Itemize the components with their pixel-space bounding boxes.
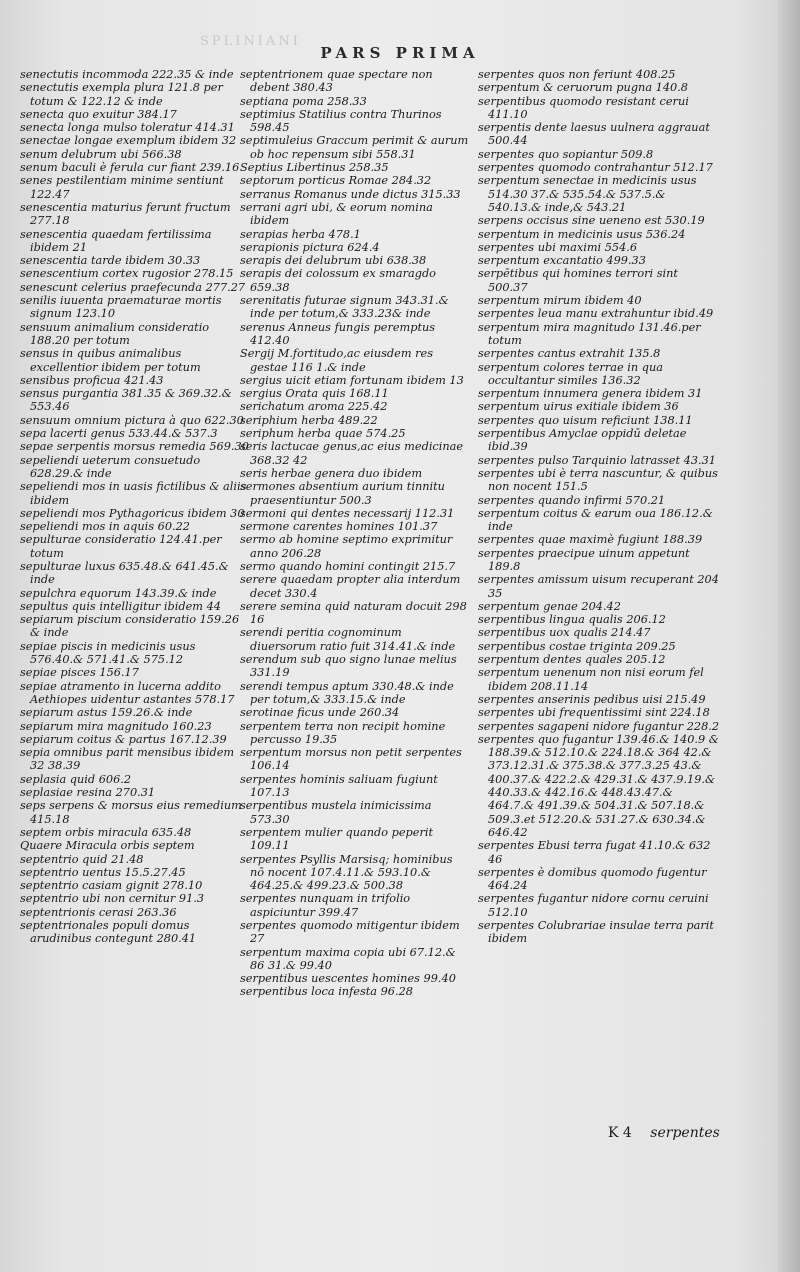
index-entry: serendum sub quo signo lunae melius 331.19: [240, 653, 457, 680]
index-entry: serpentibus quomodo resistant cerui 411.10: [478, 94, 689, 121]
index-entry: sensuum animalium consideratio 188.20 per totum: [20, 320, 210, 347]
index-entry: serapis dei colossum ex smaragdo 659.38: [240, 267, 436, 294]
index-entry: sepiarum astus 159.26.& inde: [20, 706, 193, 720]
index-entry: serpentes ubi maximi 554.6: [478, 240, 638, 254]
index-entry: sepeliendi ueterum consuetudo 628.29.& inde: [20, 453, 201, 480]
index-entry: senes pestilentiam minime sentiunt 122.47: [20, 174, 224, 201]
index-entry: serpentes quae maximè fugiunt 188.39: [478, 533, 703, 547]
index-entry: serpentes quo fugantur 139.46.& 140.9 & 188.39.& 512.10.& 224.18.& 364 42.& 373.12.31.& 375.38.& 377.3.25 43.& 400.37.& 422.2.& 429.31.& 437.9.19.& 440.33.& 442.16.& 448.43.47.& 464.7.& 491.39.& 504.31.& 507.18.& 509.3.et 512.20.& 531.27.& 630.34.& 646.42: [478, 732, 719, 839]
index-entry: sepeliendi mos in aquis 60.22: [20, 520, 190, 534]
index-entry: serranus Romanus unde dictus 315.33: [240, 187, 461, 201]
index-entry: serpentes quos non feriunt 408.25: [478, 68, 676, 81]
index-entry: sermone carentes homines 101.37: [240, 520, 438, 534]
index-entry: serere semina quid naturam docuit 298 16: [240, 599, 467, 627]
index-entry: senecta quo exuitur 384.17: [20, 107, 177, 121]
index-entry: serrani agri ubi, & eorum nomina ibidem: [240, 200, 433, 228]
index-entry: serpentum in medicinis usus 536.24: [478, 227, 686, 241]
index-entry: sepulchra equorum 143.39.& inde: [20, 586, 217, 600]
signature-mark: K 4: [608, 1125, 632, 1141]
index-entry: serpentum morsus non petit serpentes 106.14: [240, 746, 462, 773]
index-entry: serpentum colores terrae in qua occultantur similes 136.32: [478, 360, 663, 387]
index-entry: sepulturae consideratio 124.41.per totum: [20, 533, 222, 560]
index-entry: serpentes Ebusi terra fugat 41.10.& 632 46: [478, 839, 711, 866]
index-entry: senescentia maturius ferunt fructum 277.18: [20, 200, 231, 228]
index-entry: seplasia quid 606.2: [20, 772, 132, 786]
index-entry: serpentes quomodo mitigentur ibidem 27: [240, 919, 460, 946]
index-entry: serpētibus qui homines terrori sint 500.37: [478, 267, 678, 294]
index-entry: serpentum senectae in medicinis usus 514.30 37.& 535.54.& 537.5.& 540.13.& inde,& 543.21: [478, 174, 697, 214]
index-entry: sermones absentium aurium tinnitu praesentiuntur 500.3: [240, 480, 445, 507]
index-entry: sensuum omnium pictura à quo 622.30: [20, 413, 244, 427]
index-entry: sergius uicit etiam fortunam ibidem 13: [240, 373, 464, 387]
index-entry: serpentes cantus extrahit 135.8: [478, 347, 661, 361]
index-entry: serendi peritia cognominum diuersorum ratio fuit 314.41.& inde: [240, 626, 456, 653]
index-entry: serendi tempus aptum 330.48.& inde per totum,& 333.15.& inde: [240, 679, 454, 706]
bleed-through-text: SPLINIANI: [200, 34, 301, 49]
index-entry: serpentum mira magnitudo 131.46.per totum: [478, 320, 701, 347]
index-entry: serpens occisus sine ueneno est 530.19: [478, 214, 705, 228]
index-entry: serpentibus uox qualis 214.47: [478, 626, 651, 640]
index-entry: serpentum maxima copia ubi 67.12.& 86 31.& 99.40: [240, 945, 456, 972]
index-entry: serpentum excantatio 499.33: [478, 254, 646, 268]
index-entry: serpentes quomodo contrahantur 512.17: [478, 161, 713, 175]
index-entry: septimius Statilius contra Thurinos 598.45: [240, 107, 442, 135]
index-entry: seps serpens & morsus eius remedium 415.18: [20, 799, 242, 826]
index-entry: serere quaedam propter alia interdum decet 330.4: [240, 573, 461, 600]
index-entry: sepiae piscis in medicinis usus 576.40.& 571.41.& 575.12: [20, 639, 196, 667]
index-entry: senilis iuuenta praematurae mortis signum 123.10: [20, 294, 222, 321]
index-entry: senecta longa mulso toleratur 414.31: [20, 121, 235, 135]
index-entry: serpentum mirum ibidem 40: [478, 294, 642, 308]
index-entry: senectutis incommoda 222.35 & inde: [20, 68, 234, 81]
index-entry: serpentem mulier quando peperit 109.11: [240, 825, 434, 853]
index-entry: serpentes ubi è terra nascuntur, & quibus non nocent 151.5: [478, 466, 718, 494]
index-entry: septimuleius Graccum perimit & aurum ob hoc repensum sibi 558.31: [240, 134, 469, 161]
index-entry: seris herbae genera duo ibidem: [240, 466, 423, 480]
index-entry: serpentis dente laesus uulnera aggrauat 500.44: [478, 121, 710, 148]
page-edge: [778, 0, 800, 1272]
index-entry: septentrio ubi non cernitur 91.3: [20, 892, 205, 906]
index-entry: serapis dei delubrum ubi 638.38: [240, 254, 427, 268]
index-entry: septentrionis cerasi 263.36: [20, 905, 177, 919]
index-entry: septentrionales populi domus arudinibus contegunt 280.41: [20, 919, 197, 946]
index-entry: sepeliendi mos in uasis fictilibus & aliis ibidem: [20, 480, 247, 507]
index-entry: serenitatis futurae signum 343.31.& inde per totum,& 333.23& inde: [240, 294, 449, 321]
index-entry: seriphium herba 489.22: [240, 413, 378, 427]
index-entry: sermo quando homini contingit 215.7: [240, 559, 456, 573]
page-footer: [608, 1125, 720, 1141]
index-entry: serpentes quando infirmi 570.21: [478, 493, 666, 507]
index-entry: Quaere Miracula orbis septem: [20, 839, 195, 853]
index-entry: serpentibus uescentes homines 99.40: [240, 972, 456, 986]
index-entry: septentrio quid 21.48: [20, 852, 144, 866]
index-entry: serpentes fugantur nidore cornu ceruini 512.10: [478, 892, 709, 919]
index-entry: serpentes amissum uisum recuperant 204 35: [478, 573, 719, 600]
index-entry: sepae serpentis morsus remedia 569.30: [20, 440, 249, 454]
index-entry: senescentia tarde ibidem 30.33: [20, 254, 201, 268]
index-entry: serpentes hominis saliuam fugiunt 107.13: [240, 772, 438, 800]
index-entry: sepiae pisces 156.17: [20, 666, 139, 680]
index-entry: serapias herba 478.1: [240, 227, 361, 241]
index-entry: serpentes Psyllis Marsisq; hominibus nō nocent 107.4.11.& 593.10.& 464.25.& 499.23.& 500.38: [240, 852, 453, 893]
index-entry: serpentibus lingua qualis 206.12: [478, 613, 666, 627]
index-entry: septiana poma 258.33: [240, 94, 367, 108]
index-entry: serpentibus mustela inimicissima 573.30: [240, 799, 432, 826]
index-column-2: [240, 68, 470, 999]
index-entry: senescentia quaedam fertilissima ibidem 21: [20, 227, 212, 254]
index-entry: serpentes pulso Tarquinio latrasset 43.31: [478, 453, 716, 467]
index-entry: serenus Anneus fungis peremptus 412.40: [240, 320, 436, 347]
index-entry: serpentes quo uisum reficiunt 138.11: [478, 413, 693, 427]
index-entry: sepultus quis intelligitur ibidem 44: [20, 599, 221, 613]
running-head: PARS PRIMA: [320, 44, 480, 62]
index-entry: septem orbis miracula 635.48: [20, 825, 192, 839]
index-entry: sensus purgantia 381.35 & 369.32.& 553.46: [20, 387, 232, 414]
index-entry: sensus in quibus animalibus excellentior ibidem per totum: [20, 347, 201, 374]
index-entry: seris lactucae genus,ac eius medicinae 368.32 42: [240, 440, 464, 467]
index-entry: sepiarum coitus & partus 167.12.39: [20, 732, 227, 746]
index-entry: Sergij M.fortitudo,ac eiusdem res gestae 116 1.& inde: [240, 347, 434, 374]
index-entry: serpentes sagapeni nidore fugantur 228.2: [478, 719, 720, 733]
index-column-3: [478, 68, 720, 946]
index-entry: serpentibus Amyclae oppidū deletae ibid.39: [478, 427, 687, 454]
index-entry: senescentium cortex rugosior 278.15: [20, 267, 234, 281]
index-entry: sepa lacerti genus 533.44.& 537.3: [20, 427, 218, 441]
index-entry: senescunt celerius praefecunda 277.27: [20, 280, 246, 294]
index-entry: serpentes praecipue uinum appetunt 189.8: [478, 546, 690, 573]
index-entry: Septius Libertinus 258.35: [240, 161, 389, 175]
index-entry: serpentibus costae triginta 209.25: [478, 639, 676, 653]
index-entry: serpentes nunquam in trifolio aspiciuntur 399.47: [240, 892, 411, 919]
index-entry: serpentes anserinis pedibus uisi 215.49: [478, 692, 706, 706]
index-entry: septentrio casiam gignit 278.10: [20, 879, 203, 893]
index-entry: serpentum uenenum non nisi eorum fel ibidem 208.11.14: [478, 666, 704, 693]
index-entry: serpentum dentes quales 205.12: [478, 653, 666, 667]
index-entry: serpentes quo sopiantur 509.8: [478, 147, 654, 161]
index-entry: serpentum genae 204.42: [478, 599, 621, 613]
index-entry: serichatum aroma 225.42: [240, 400, 388, 414]
index-entry: sepeliendi mos Pythagoricus ibidem 30: [20, 506, 245, 520]
index-column-1: [20, 68, 250, 946]
index-entry: sepiarum piscium consideratio 159.26 & inde: [20, 613, 240, 640]
index-entry: sepiae atramento in lucerna addito Aethiopes uidentur astantes 578.17: [20, 679, 235, 706]
index-entry: sermoni qui dentes necessarij 112.31: [240, 506, 455, 520]
index-entry: serpentibus loca infesta 96.28: [240, 985, 413, 999]
index-entry: septorum porticus Romae 284.32: [240, 174, 432, 188]
index-entry: septentrionem quae spectare non debent 380.43: [240, 68, 433, 95]
index-entry: serpentum & ceruorum pugna 140.8: [478, 81, 688, 95]
index-entry: septentrio uentus 15.5.27.45: [20, 865, 186, 879]
index-entry: serpentes leua manu extrahuntur ibid.49: [478, 307, 714, 321]
index-entry: seplasiae resina 270.31: [20, 786, 156, 800]
index-entry: seriphum herba quae 574.25: [240, 427, 406, 441]
index-entry: sepia omnibus parit mensibus ibidem 32 38.39: [20, 746, 235, 773]
index-entry: sepiarum mira magnitudo 160.23: [20, 719, 212, 733]
index-entry: senum baculi è ferula cur fiant 239.16: [20, 161, 240, 175]
catchword: serpentes: [650, 1125, 720, 1141]
index-entry: serotinae ficus unde 260.34: [240, 706, 400, 720]
index-entry: serpentum innumera genera ibidem 31: [478, 387, 703, 401]
index-entry: serpentem terra non recipit homine percusso 19.35: [240, 719, 446, 746]
index-entry: serpentes è domibus quomodo fugentur 464.24: [478, 865, 707, 893]
index-entry: serpentum uirus exitiale ibidem 36: [478, 400, 679, 414]
index-entry: serpentum coitus & earum oua 186.12.& inde: [478, 506, 713, 534]
index-entry: senectutis exempla plura 121.8 per totum & 122.12 & inde: [20, 81, 223, 108]
index-entry: sepulturae luxus 635.48.& 641.45.& inde: [20, 559, 229, 587]
index-entry: serapionis pictura 624.4: [240, 240, 380, 254]
index-entry: sergius Orata quis 168.11: [240, 387, 389, 401]
index-entry: serpentes Colubrariae insulae terra parit ibidem: [478, 919, 714, 946]
index-entry: senectae longae exemplum ibidem 32: [20, 134, 237, 148]
index-entry: serpentes ubi frequentissimi sint 224.18: [478, 706, 710, 720]
index-entry: senum delubrum ubi 566.38: [20, 147, 182, 161]
index-entry: sensibus proficua 421.43: [20, 373, 164, 387]
index-entry: sermo ab homine septimo exprimitur anno 206.28: [240, 533, 453, 560]
